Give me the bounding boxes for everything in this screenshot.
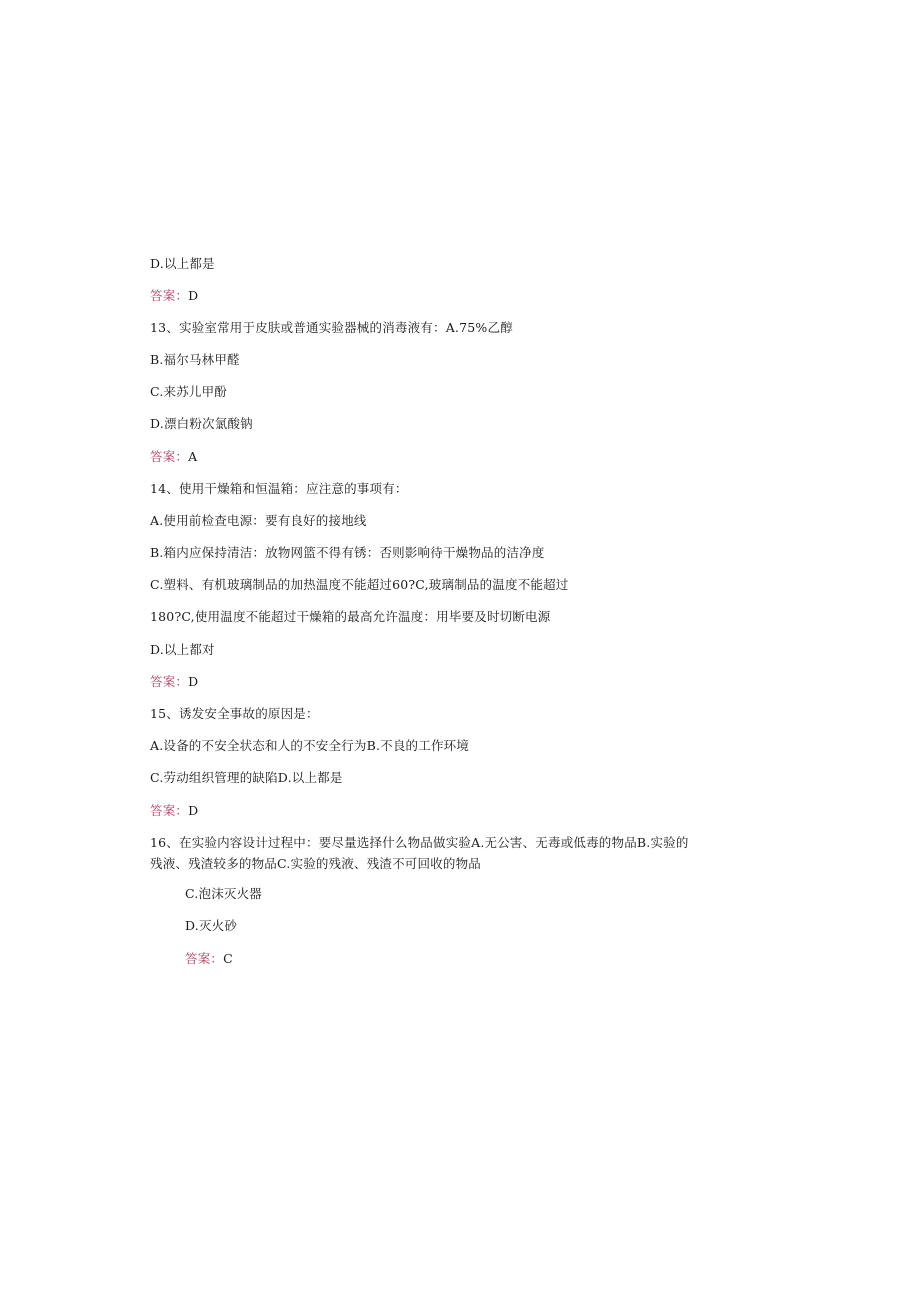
- option-c: C.泡沫灭火器: [185, 886, 262, 901]
- answer-value: C: [223, 951, 233, 966]
- answer-label: 答案：: [185, 951, 224, 966]
- answer: [185, 949, 233, 969]
- option-c: C.劳动组织管理的缺陷D.以上都是: [150, 770, 343, 785]
- option-c: C.来苏儿甲酚: [150, 384, 227, 399]
- answer-value: D: [188, 674, 199, 689]
- question-13: 13、实验室常用于皮肤或普通实验器械的消毒液有：A.75%乙醇: [150, 320, 513, 335]
- option-b: B.福尔马林甲醛: [150, 352, 240, 367]
- option-d: D.以上都是: [150, 256, 215, 271]
- answer-label: 答案：: [150, 674, 189, 689]
- option-a: A.设备的不安全状态和人的不安全行为B.不良的工作环境: [150, 738, 470, 753]
- answer-label: 答案：: [150, 449, 189, 464]
- option-d: D.漂白粉次氯酸钠: [150, 416, 253, 431]
- answer-label: 答案：: [150, 288, 189, 303]
- option-a: A.使用前检查电源：要有良好的接地线: [150, 513, 367, 528]
- question-14: 14、使用干燥箱和恒温箱：应注意的事项有：: [150, 481, 408, 496]
- answer: [150, 801, 198, 821]
- answer-value: D: [188, 803, 199, 818]
- answer-value: A: [188, 449, 198, 464]
- question-15: 15、诱发安全事故的原因是：: [150, 706, 319, 721]
- answer: [150, 447, 197, 467]
- option-b: B.箱内应保持清洁：放物网篮不得有锈：否则影响待干燥物品的洁净度: [150, 545, 545, 560]
- option-c: C.塑料、有机玻璃制品的加热温度不能超过60?C,玻璃制品的温度不能超过: [150, 577, 569, 592]
- question-16: 16、在实验内容设计过程中：要尽量选择什么物品做实验A.无公害、无毒或低毒的物品B.实验的残液、残渣较多的物品C.实验的残液、残渣不可回收的物品: [150, 835, 689, 871]
- answer: [150, 672, 198, 692]
- answer: [150, 286, 198, 306]
- answer-value: D: [188, 288, 199, 303]
- option-c-continued: 180?C,使用温度不能超过干燥箱的最高允许温度：用毕要及时切断电源: [150, 609, 551, 624]
- answer-label: 答案：: [150, 803, 189, 818]
- option-d: D.灭火砂: [185, 918, 238, 933]
- option-d: D.以上都对: [150, 642, 215, 657]
